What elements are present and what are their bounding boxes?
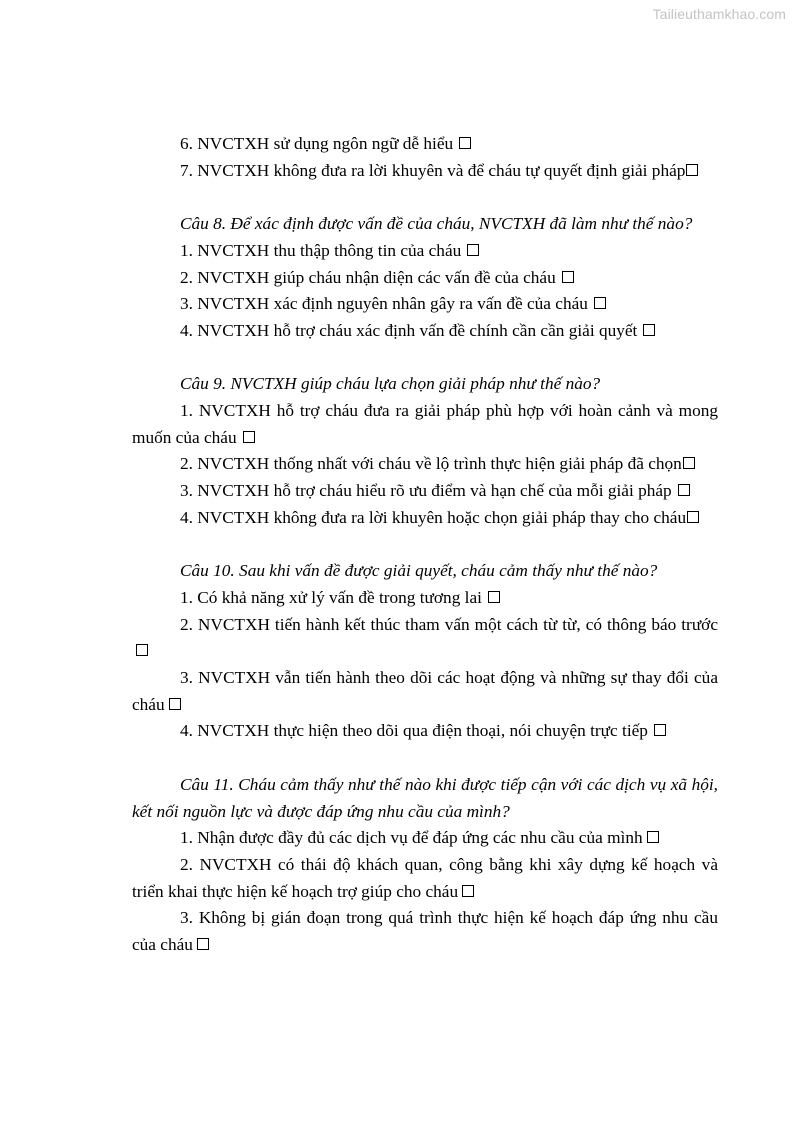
checkbox[interactable]	[678, 484, 690, 496]
watermark: Tailieuthamkhao.com	[652, 6, 786, 22]
list-item	[132, 265, 718, 292]
checkbox[interactable]	[467, 244, 479, 256]
list-item	[132, 131, 718, 158]
list-item	[132, 718, 718, 745]
option-label: 1. Có khả năng xử lý vấn đề trong tương lai	[180, 587, 482, 607]
list-item	[132, 451, 718, 478]
option-label: 2. NVCTXH giúp cháu nhận diện các vấn đề của cháu	[180, 267, 556, 287]
checkbox[interactable]	[683, 457, 695, 469]
option-label: 3. NVCTXH xác định nguyên nhân gây ra vấn đề của cháu	[180, 294, 588, 314]
option-label: 2. NVCTXH tiến hành kết thúc tham vấn một cách từ từ, có thông báo trước	[180, 614, 718, 634]
checkbox[interactable]	[243, 431, 255, 443]
checkbox[interactable]	[197, 938, 209, 950]
question-10-title: Câu 10. Sau khi vấn đề được giải quyết, cháu cảm thấy như thế nào?	[180, 561, 658, 581]
option-label: 7. NVCTXH không đưa ra lời khuyên và để cháu tự quyết định giải pháp	[180, 160, 686, 180]
checkbox[interactable]	[459, 137, 471, 149]
checkbox[interactable]	[643, 324, 655, 336]
list-item	[132, 612, 718, 665]
option-label: 1. NVCTXH hỗ trợ cháu đưa ra giải pháp phù hợp với hoàn cảnh và mong muốn của cháu	[132, 401, 718, 447]
list-item	[132, 505, 718, 532]
list-item	[132, 291, 718, 318]
option-label: 4. NVCTXH không đưa ra lời khuyên hoặc chọn giải pháp thay cho cháu	[180, 507, 687, 527]
list-item	[132, 905, 718, 958]
checkbox[interactable]	[654, 724, 666, 736]
option-label: 2. NVCTXH thống nhất với cháu về lộ trình thực hiện giải pháp đã chọn	[180, 454, 682, 474]
checkbox[interactable]	[462, 885, 474, 897]
list-item	[132, 585, 718, 612]
checkbox[interactable]	[647, 831, 659, 843]
option-label: 1. NVCTXH thu thập thông tin của cháu	[180, 240, 462, 260]
option-label: 3. NVCTXH hỗ trợ cháu hiểu rõ ưu điểm và hạn chế của mỗi giải pháp	[180, 481, 672, 501]
list-item	[132, 158, 718, 185]
list-item	[132, 478, 718, 505]
option-label: 1. Nhận được đầy đủ các dịch vụ để đáp ứng các nhu cầu của mình	[180, 828, 643, 848]
list-item	[132, 852, 718, 905]
option-label: 6. NVCTXH sử dụng ngôn ngữ dễ hiểu	[180, 134, 454, 153]
option-label: 3. Không bị gián đoạn trong quá trình thực hiện kế hoạch đáp ứng nhu cầu của cháu	[132, 908, 718, 955]
survey-content	[132, 131, 718, 959]
checkbox[interactable]	[686, 164, 698, 176]
list-item	[132, 398, 718, 451]
option-label: 4. NVCTXH hỗ trợ cháu xác định vấn đề chính cần cần giải quyết	[180, 320, 638, 340]
question-8-title: Câu 8. Để xác định được vấn đề của cháu, NVCTXH đã làm như thế nào?	[180, 214, 693, 234]
checkbox[interactable]	[562, 271, 574, 283]
checkbox[interactable]	[488, 591, 500, 603]
option-label: 3. NVCTXH vẫn tiến hành theo dõi các hoạt động và những sự thay đổi của cháu	[132, 668, 718, 714]
list-item	[132, 665, 718, 718]
option-label: 2. NVCTXH có thái độ khách quan, công bằng khi xây dựng kế hoạch và triển khai thực hiện kế hoạch trợ giúp cho cháu	[132, 854, 718, 901]
list-item	[132, 238, 718, 265]
list-item	[132, 825, 718, 852]
checkbox[interactable]	[169, 698, 181, 710]
checkbox[interactable]	[136, 644, 148, 656]
checkbox[interactable]	[687, 511, 699, 523]
checkbox[interactable]	[594, 297, 606, 309]
option-label: 4. NVCTXH thực hiện theo dõi qua điện thoại, nói chuyện trực tiếp	[180, 721, 648, 741]
question-11-title: Câu 11. Cháu cảm thấy như thế nào khi được tiếp cận với các dịch vụ xã hội, kết nối nguồn lực và được đáp ứng nhu cầu của mình?	[132, 774, 718, 821]
question-9-title: Câu 9. NVCTXH giúp cháu lựa chọn giải pháp như thế nào?	[180, 374, 601, 394]
list-item	[132, 318, 718, 345]
